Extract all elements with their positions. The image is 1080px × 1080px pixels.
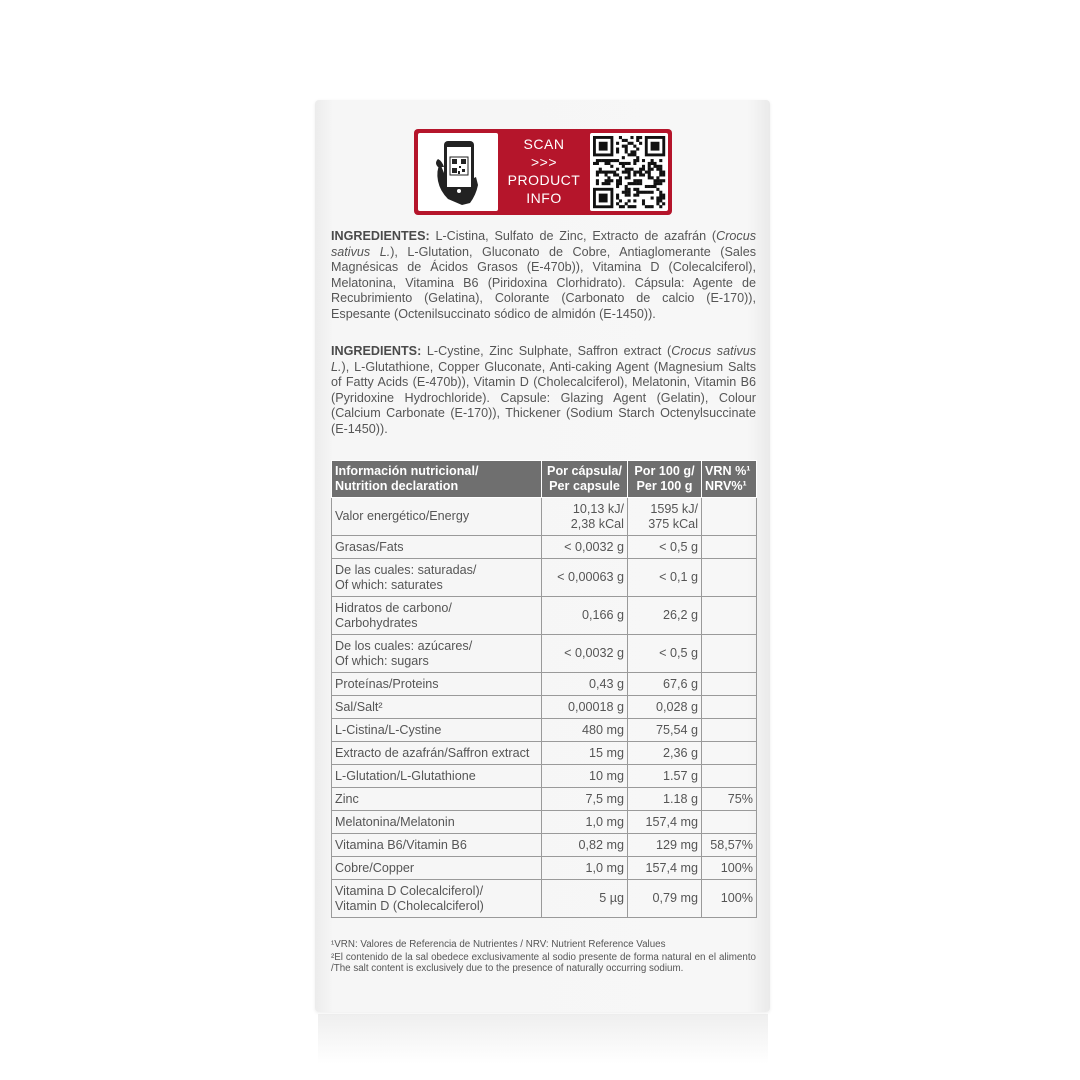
table-row: [332, 536, 757, 559]
per-100g-value: < 0,1 g: [628, 559, 702, 597]
footnote-nrv: ¹VRN: Valores de Referencia de Nutrientes / NRV: Nutrient Reference Values: [331, 939, 666, 950]
nutrient-name: De las cuales: saturadas/ Of which: saturates: [332, 559, 542, 597]
nrv-value: 100%: [702, 880, 757, 918]
table-row: [332, 742, 757, 765]
nutrient-name: Melatonina/Melatonin: [332, 811, 542, 834]
nrv-value: [702, 719, 757, 742]
nutrient-name: L-Cistina/L-Cystine: [332, 719, 542, 742]
nrv-value: [702, 597, 757, 635]
nrv-value: [702, 765, 757, 788]
table-row: [332, 834, 757, 857]
table-row: [332, 673, 757, 696]
nrv-value: [702, 536, 757, 559]
nutrient-name: Cobre/Copper: [332, 857, 542, 880]
table-row: [332, 857, 757, 880]
nutrient-name: Zinc: [332, 788, 542, 811]
table-row: [332, 811, 757, 834]
nutrient-name: Proteínas/Proteins: [332, 673, 542, 696]
nrv-value: 100%: [702, 857, 757, 880]
per-100g-value: 129 mg: [628, 834, 702, 857]
arrows-label: >>>: [530, 154, 558, 170]
per-100g-value: < 0,5 g: [628, 635, 702, 673]
ingredients-english: [331, 344, 756, 437]
per-100g-value: 67,6 g: [628, 673, 702, 696]
nutrient-name: Vitamina D Colecalciferol)/ Vitamin D (Cholecalciferol): [332, 880, 542, 918]
ingredients-en-text-a: L-Cystine, Zinc Sulphate, Saffron extract (: [421, 344, 672, 358]
per-100g-value: 1.57 g: [628, 765, 702, 788]
ingredients-es-text-a: L-Cistina, Sulfato de Zinc, Extracto de azafrán (: [429, 229, 717, 243]
per-100g-value: 0,79 mg: [628, 880, 702, 918]
per-capsule-value: 0,82 mg: [542, 834, 628, 857]
table-row: [332, 696, 757, 719]
header-nutrition-declaration: Información nutricional/ Nutrition declaration: [332, 461, 542, 498]
ingredients-es-label: INGREDIENTES:: [331, 229, 430, 243]
per-capsule-value: < 0,00063 g: [542, 559, 628, 597]
nutrient-name: Hidratos de carbono/ Carbohydrates: [332, 597, 542, 635]
scan-label: SCAN: [523, 136, 565, 152]
nutrient-name: L-Glutation/L-Glutathione: [332, 765, 542, 788]
footnote-salt: ²El contenido de la sal obedece exclusivamente al sodio presente de forma natural en el alimento /The salt content is exclusively due to the presence of naturally occurring sodium.: [331, 952, 756, 974]
nrv-value: [702, 635, 757, 673]
product-label: PRODUCT: [507, 172, 581, 188]
per-100g-value: 0,028 g: [628, 696, 702, 719]
per-100g-value: < 0,5 g: [628, 536, 702, 559]
nutrient-name: Sal/Salt²: [332, 696, 542, 719]
per-100g-value: 157,4 mg: [628, 811, 702, 834]
per-100g-value: 1595 kJ/ 375 kCal: [628, 498, 702, 536]
per-capsule-value: 7,5 mg: [542, 788, 628, 811]
per-capsule-value: 0,166 g: [542, 597, 628, 635]
per-capsule-value: 0,00018 g: [542, 696, 628, 719]
scan-text: [500, 135, 588, 209]
scan-product-info-banner[interactable]: [414, 129, 672, 215]
header-per-100g: Por 100 g/ Per 100 g: [628, 461, 702, 498]
info-label: INFO: [526, 190, 562, 206]
per-capsule-value: 0,43 g: [542, 673, 628, 696]
table-row: [332, 559, 757, 597]
nrv-value: [702, 559, 757, 597]
nrv-value: [702, 498, 757, 536]
table-row: [332, 597, 757, 635]
per-capsule-value: 5 µg: [542, 880, 628, 918]
per-100g-value: 75,54 g: [628, 719, 702, 742]
per-100g-value: 2,36 g: [628, 742, 702, 765]
nrv-value: [702, 696, 757, 719]
nutrient-name: Grasas/Fats: [332, 536, 542, 559]
per-capsule-value: 15 mg: [542, 742, 628, 765]
per-capsule-value: < 0,0032 g: [542, 635, 628, 673]
table-row: [332, 719, 757, 742]
header-per-capsule: Por cápsula/ Per capsule: [542, 461, 628, 498]
per-100g-value: 1.18 g: [628, 788, 702, 811]
table-row: [332, 498, 757, 536]
nutrient-name: Valor energético/Energy: [332, 498, 542, 536]
phone-qr-icon: [418, 133, 498, 211]
ingredients-en-text-b: ), L-Glutathione, Copper Gluconate, Anti-caking Agent (Magnesium Salts of Fatty Acids (E-470b)), Vitamin D (Cholecalciferol), Melatonin, Vitamin B6 (Pyridoxine Hydrochloride). Capsule: Glazing Agent (Gelatin), Colour (Calcium Carbonate (E-170)), Thickener (Sodium Starch Octenylsuccinate (E-1450)).: [331, 359, 756, 436]
nutrition-table: [331, 460, 757, 918]
table-row: [332, 765, 757, 788]
ingredients-spanish: [331, 229, 756, 322]
qr-code-icon[interactable]: [590, 133, 668, 211]
nrv-value: [702, 811, 757, 834]
nrv-value: [702, 742, 757, 765]
per-capsule-value: 10,13 kJ/ 2,38 kCal: [542, 498, 628, 536]
per-100g-value: 26,2 g: [628, 597, 702, 635]
per-capsule-value: 1,0 mg: [542, 857, 628, 880]
per-capsule-value: 10 mg: [542, 765, 628, 788]
nutrient-name: De los cuales: azúcares/ Of which: sugars: [332, 635, 542, 673]
table-row: [332, 880, 757, 918]
per-100g-value: 157,4 mg: [628, 857, 702, 880]
table-row: [332, 788, 757, 811]
table-row: [332, 635, 757, 673]
per-capsule-value: < 0,0032 g: [542, 536, 628, 559]
per-capsule-value: 480 mg: [542, 719, 628, 742]
ingredients-es-latin: Crocus sativus L.: [331, 229, 756, 259]
nrv-value: 75%: [702, 788, 757, 811]
nutrient-name: Extracto de azafrán/Saffron extract: [332, 742, 542, 765]
ingredients-en-label: INGREDIENTS:: [331, 344, 422, 358]
nrv-value: 58,57%: [702, 834, 757, 857]
box-reflection: [318, 1014, 768, 1064]
header-nrv: VRN %¹ NRV%¹: [702, 461, 757, 498]
nutrition-header-row: [332, 461, 757, 498]
nrv-value: [702, 673, 757, 696]
nutrient-name: Vitamina B6/Vitamin B6: [332, 834, 542, 857]
ingredients-en-latin: Crocus sativus L.: [331, 344, 756, 374]
ingredients-es-text-b: ), L-Glutation, Gluconato de Cobre, Antiaglomerante (Sales Magnésicas de Ácidos Grasos (E-470b)), Vitamina D (Colecalciferol), Melatonina, Vitamina B6 (Piridoxina Clorhidrato). Cápsula: Agente de Recubrimiento (Gelatina), Colorante (Carbonato de calcio (E-170)), Espesante (Octenilsuccinato sódico de almidón (E-1450)).: [331, 244, 757, 321]
per-capsule-value: 1,0 mg: [542, 811, 628, 834]
